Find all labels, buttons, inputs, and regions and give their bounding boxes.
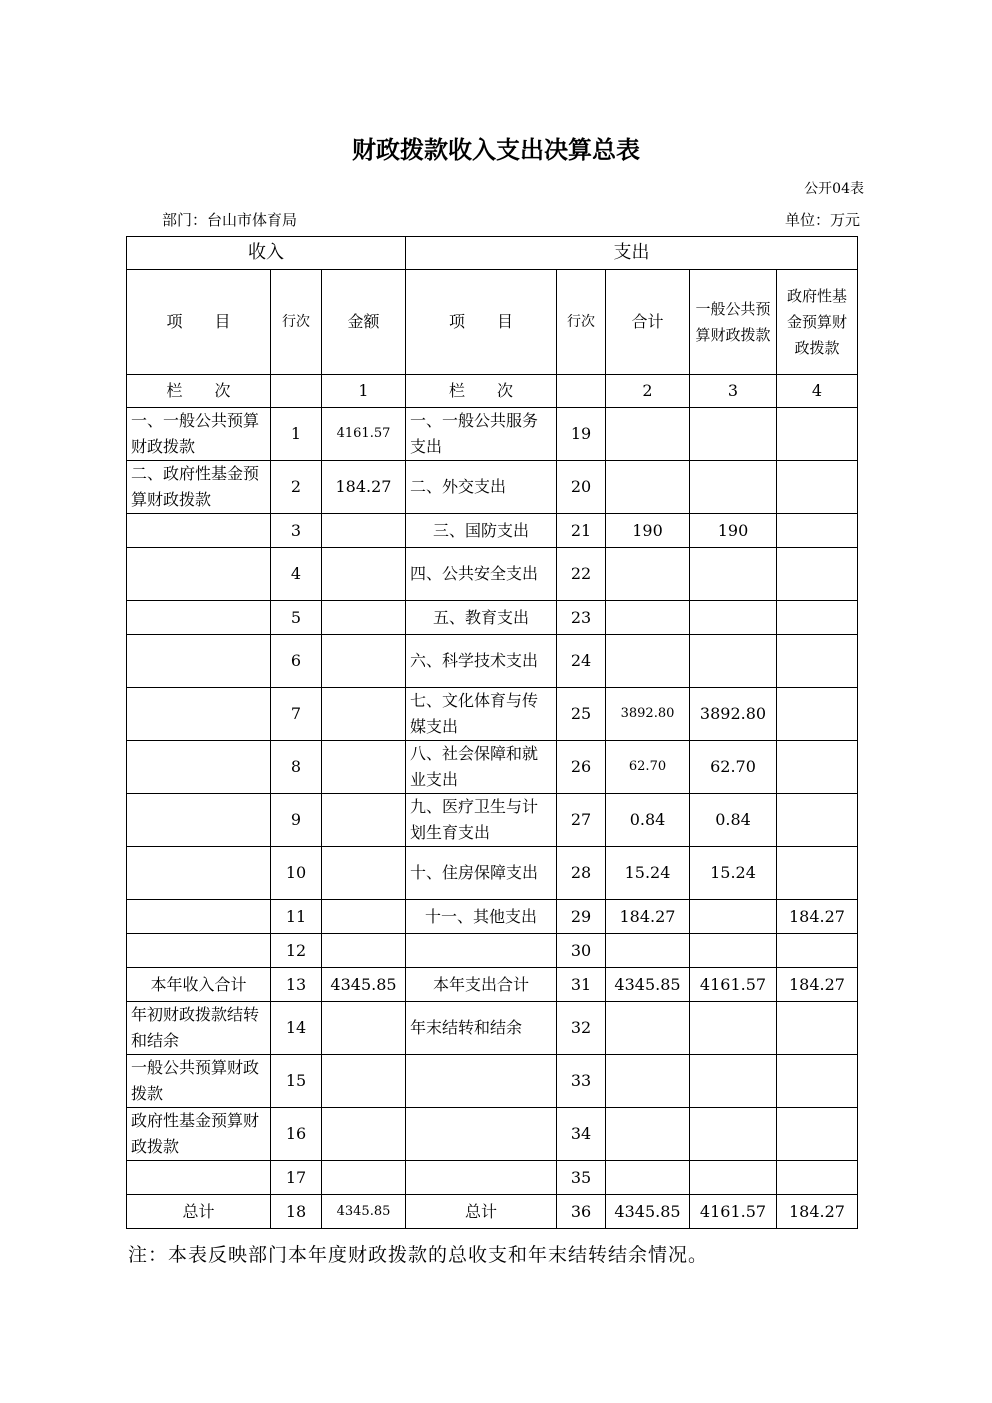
income-amount (322, 1002, 406, 1055)
expense-row-no: 34 (557, 1108, 606, 1161)
fund-budget (777, 1055, 858, 1108)
lanci-income-amount: 1 (322, 375, 406, 408)
expense-item: 八、社会保障和就业支出 (406, 741, 557, 794)
table-row (127, 514, 858, 548)
fund-budget (777, 934, 858, 968)
income-row-no: 15 (271, 1055, 322, 1108)
income-item (127, 1161, 271, 1195)
expense-header: 支出 (406, 237, 858, 270)
fund-budget (777, 1002, 858, 1055)
income-amount: 4345.85 (322, 1195, 406, 1229)
expense-item: 三、国防支出 (406, 514, 557, 548)
unit-label: 单位：万元 (784, 211, 860, 229)
expense-row-no: 26 (557, 741, 606, 794)
income-amount (322, 548, 406, 601)
income-amount (322, 847, 406, 900)
expense-row-no: 30 (557, 934, 606, 968)
total: 184.27 (606, 900, 690, 934)
expense-row-no: 24 (557, 635, 606, 688)
income-amount: 4161.57 (322, 408, 406, 461)
fund-budget (777, 741, 858, 794)
income-item: 年初财政拨款结转和结余 (127, 1002, 271, 1055)
table-row (127, 548, 858, 601)
income-item: 一、一般公共预算财政拨款 (127, 408, 271, 461)
expense-item: 本年支出合计 (406, 968, 557, 1002)
col-header-expense-item: 项 目 (406, 270, 557, 375)
fund-budget (777, 1108, 858, 1161)
expense-row-no: 32 (557, 1002, 606, 1055)
general-budget: 4161.57 (690, 1195, 777, 1229)
total (606, 635, 690, 688)
income-item (127, 794, 271, 847)
income-item: 本年收入合计 (127, 968, 271, 1002)
general-budget (690, 548, 777, 601)
general-budget: 4161.57 (690, 968, 777, 1002)
col-header-general-budget: 一般公共预算财政拨款 (690, 270, 777, 375)
income-amount (322, 1161, 406, 1195)
fund-budget (777, 548, 858, 601)
expense-item: 一、一般公共服务支出 (406, 408, 557, 461)
expense-item: 六、科学技术支出 (406, 635, 557, 688)
expense-item: 总计 (406, 1195, 557, 1229)
total: 0.84 (606, 794, 690, 847)
general-budget: 190 (690, 514, 777, 548)
income-row-no: 2 (271, 461, 322, 514)
general-budget (690, 1002, 777, 1055)
income-item: 总计 (127, 1195, 271, 1229)
expense-item (406, 1055, 557, 1108)
income-item: 政府性基金预算财政拨款 (127, 1108, 271, 1161)
income-row-no: 3 (271, 514, 322, 548)
income-row-no: 4 (271, 548, 322, 601)
income-row-no: 8 (271, 741, 322, 794)
income-row-no: 12 (271, 934, 322, 968)
income-amount (322, 688, 406, 741)
expense-row-no: 19 (557, 408, 606, 461)
income-row-no: 5 (271, 601, 322, 635)
expense-item (406, 1161, 557, 1195)
income-item (127, 548, 271, 601)
general-budget: 62.70 (690, 741, 777, 794)
lanci-expense-row-no (557, 375, 606, 408)
income-item (127, 635, 271, 688)
table-row (127, 934, 858, 968)
fund-budget: 184.27 (777, 900, 858, 934)
income-item (127, 847, 271, 900)
table-row (127, 741, 858, 794)
expense-item: 十一、其他支出 (406, 900, 557, 934)
expense-item: 七、文化体育与传媒支出 (406, 688, 557, 741)
general-budget (690, 408, 777, 461)
income-header: 收入 (127, 237, 406, 270)
income-item (127, 900, 271, 934)
lanci-income-row-no (271, 375, 322, 408)
expense-row-no: 27 (557, 794, 606, 847)
fund-budget (777, 461, 858, 514)
fund-budget (777, 688, 858, 741)
general-budget (690, 1108, 777, 1161)
table-row (127, 900, 858, 934)
income-item (127, 934, 271, 968)
income-row-no: 13 (271, 968, 322, 1002)
expense-row-no: 31 (557, 968, 606, 1002)
expense-item: 十、住房保障支出 (406, 847, 557, 900)
col-header-fund-budget: 政府性基金预算财政拨款 (777, 270, 858, 375)
expense-item: 年末结转和结余 (406, 1002, 557, 1055)
expense-row-no: 21 (557, 514, 606, 548)
fund-budget: 184.27 (777, 1195, 858, 1229)
table-row (127, 1002, 858, 1055)
expense-item: 四、公共安全支出 (406, 548, 557, 601)
table-row (127, 1195, 858, 1229)
general-budget (690, 1055, 777, 1108)
total: 4345.85 (606, 1195, 690, 1229)
total (606, 1108, 690, 1161)
income-row-no: 6 (271, 635, 322, 688)
col-header-income-amount: 金额 (322, 270, 406, 375)
fund-budget (777, 408, 858, 461)
table-row (127, 968, 858, 1002)
income-row-no: 7 (271, 688, 322, 741)
general-budget (690, 900, 777, 934)
lanci-income-item: 栏 次 (127, 375, 271, 408)
income-amount (322, 1108, 406, 1161)
income-item (127, 514, 271, 548)
expense-item (406, 1108, 557, 1161)
income-item (127, 601, 271, 635)
total: 15.24 (606, 847, 690, 900)
income-amount (322, 934, 406, 968)
general-budget: 0.84 (690, 794, 777, 847)
expense-item: 二、外交支出 (406, 461, 557, 514)
income-amount (322, 514, 406, 548)
income-row-no: 14 (271, 1002, 322, 1055)
lanci-fund-budget: 4 (777, 375, 858, 408)
budget-table (126, 236, 858, 1229)
fund-budget (777, 794, 858, 847)
lanci-expense-item: 栏 次 (406, 375, 557, 408)
col-header-income-item: 项 目 (127, 270, 271, 375)
general-budget (690, 461, 777, 514)
expense-row-no: 28 (557, 847, 606, 900)
department-label: 部门：台山市体育局 (162, 211, 298, 229)
table-row (127, 601, 858, 635)
expense-row-no: 23 (557, 601, 606, 635)
footnote: 注：本表反映部门本年度财政拨款的总收支和年末结转结余情况。 (128, 1244, 709, 1266)
expense-row-no: 33 (557, 1055, 606, 1108)
table-row (127, 635, 858, 688)
general-budget (690, 1161, 777, 1195)
total (606, 601, 690, 635)
income-item (127, 741, 271, 794)
total (606, 548, 690, 601)
page-title: 财政拨款收入支出决算总表 (352, 135, 640, 164)
table-row (127, 408, 858, 461)
col-header-income-row-no: 行次 (271, 270, 322, 375)
lanci-general-budget: 3 (690, 375, 777, 408)
income-row-no: 1 (271, 408, 322, 461)
table-row (127, 794, 858, 847)
fund-budget: 184.27 (777, 968, 858, 1002)
income-amount: 184.27 (322, 461, 406, 514)
form-number: 公开04表 (804, 181, 864, 197)
expense-row-no: 25 (557, 688, 606, 741)
total (606, 461, 690, 514)
expense-item: 九、医疗卫生与计划生育支出 (406, 794, 557, 847)
total (606, 1002, 690, 1055)
table-row (127, 688, 858, 741)
income-amount (322, 635, 406, 688)
table-row (127, 1108, 858, 1161)
general-budget: 3892.80 (690, 688, 777, 741)
expense-row-no: 22 (557, 548, 606, 601)
general-budget: 15.24 (690, 847, 777, 900)
total: 62.70 (606, 741, 690, 794)
income-item: 二、政府性基金预算财政拨款 (127, 461, 271, 514)
income-amount (322, 741, 406, 794)
income-item (127, 688, 271, 741)
expense-row-no: 36 (557, 1195, 606, 1229)
fund-budget (777, 1161, 858, 1195)
table-row (127, 1161, 858, 1195)
total: 190 (606, 514, 690, 548)
general-budget (690, 601, 777, 635)
income-amount (322, 1055, 406, 1108)
general-budget (690, 635, 777, 688)
expense-item (406, 934, 557, 968)
table-row (127, 461, 858, 514)
fund-budget (777, 847, 858, 900)
total: 3892.80 (606, 688, 690, 741)
total (606, 1055, 690, 1108)
col-header-total: 合计 (606, 270, 690, 375)
income-amount (322, 794, 406, 847)
total (606, 934, 690, 968)
fund-budget (777, 635, 858, 688)
income-row-no: 10 (271, 847, 322, 900)
income-row-no: 17 (271, 1161, 322, 1195)
income-row-no: 16 (271, 1108, 322, 1161)
income-amount: 4345.85 (322, 968, 406, 1002)
income-amount (322, 900, 406, 934)
expense-row-no: 35 (557, 1161, 606, 1195)
lanci-total: 2 (606, 375, 690, 408)
income-row-no: 11 (271, 900, 322, 934)
expense-row-no: 20 (557, 461, 606, 514)
income-row-no: 9 (271, 794, 322, 847)
expense-item: 五、教育支出 (406, 601, 557, 635)
total: 4345.85 (606, 968, 690, 1002)
fund-budget (777, 601, 858, 635)
fund-budget (777, 514, 858, 548)
general-budget (690, 934, 777, 968)
income-row-no: 18 (271, 1195, 322, 1229)
income-amount (322, 601, 406, 635)
income-item: 一般公共预算财政拨款 (127, 1055, 271, 1108)
expense-row-no: 29 (557, 900, 606, 934)
total (606, 1161, 690, 1195)
total (606, 408, 690, 461)
table-row (127, 847, 858, 900)
table-row (127, 1055, 858, 1108)
col-header-expense-row-no: 行次 (557, 270, 606, 375)
